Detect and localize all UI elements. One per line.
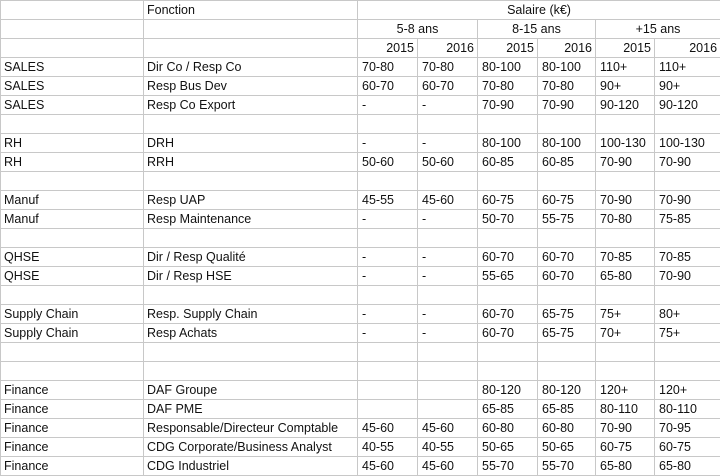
cell-salary[interactable]: 75+ xyxy=(655,324,720,343)
cell-salary[interactable]: 70-90 xyxy=(655,153,720,172)
cell-salary[interactable]: 65-80 xyxy=(596,267,655,286)
cell-salary[interactable]: - xyxy=(418,96,478,115)
cell-salary[interactable]: 50-60 xyxy=(418,153,478,172)
cell-salary[interactable]: - xyxy=(418,267,478,286)
blank-row xyxy=(1,343,720,362)
cell-empty[interactable] xyxy=(538,286,596,305)
cell-empty[interactable] xyxy=(418,343,478,362)
blank-row xyxy=(1,286,720,305)
cell-salary[interactable]: 55-70 xyxy=(538,457,596,476)
cell-salary[interactable]: 65-80 xyxy=(596,457,655,476)
cell-department[interactable]: QHSE xyxy=(1,248,144,267)
cell-salary[interactable]: - xyxy=(358,267,418,286)
cell-empty[interactable] xyxy=(1,343,144,362)
cell-empty[interactable] xyxy=(144,20,358,39)
cell-salary[interactable]: 60-80 xyxy=(538,419,596,438)
cell-salary[interactable]: - xyxy=(418,305,478,324)
cell-salary[interactable]: 65-85 xyxy=(478,400,538,419)
cell-salary[interactable]: 70-90 xyxy=(478,96,538,115)
cell-empty[interactable] xyxy=(655,115,720,134)
cell-empty[interactable] xyxy=(655,229,720,248)
table-row xyxy=(1,305,720,324)
header-year[interactable]: 2016 xyxy=(538,39,596,58)
cell-empty[interactable] xyxy=(478,286,538,305)
cell-salary[interactable]: 70-90 xyxy=(596,419,655,438)
cell-salary[interactable]: 70-80 xyxy=(478,77,538,96)
cell-salary[interactable] xyxy=(358,400,418,419)
cell-empty[interactable] xyxy=(144,172,358,191)
cell-fonction[interactable]: Dir Co / Resp Co xyxy=(144,58,358,77)
cell-salary[interactable]: - xyxy=(358,248,418,267)
cell-empty[interactable] xyxy=(1,362,144,381)
table-row xyxy=(1,58,720,77)
cell-empty[interactable] xyxy=(655,343,720,362)
cell-salary[interactable]: 70-90 xyxy=(596,191,655,210)
cell-empty[interactable] xyxy=(1,1,144,20)
cell-fonction[interactable]: Dir / Resp Qualité xyxy=(144,248,358,267)
cell-salary[interactable]: 70-90 xyxy=(596,153,655,172)
cell-salary[interactable]: 55-65 xyxy=(478,267,538,286)
cell-empty[interactable] xyxy=(418,172,478,191)
cell-empty[interactable] xyxy=(478,343,538,362)
cell-empty[interactable] xyxy=(418,229,478,248)
cell-fonction[interactable]: Dir / Resp HSE xyxy=(144,267,358,286)
cell-salary[interactable]: 45-60 xyxy=(358,457,418,476)
cell-salary[interactable]: 55-75 xyxy=(538,210,596,229)
cell-department[interactable]: RH xyxy=(1,134,144,153)
cell-salary[interactable] xyxy=(418,381,478,400)
cell-empty[interactable] xyxy=(144,39,358,58)
cell-empty[interactable] xyxy=(144,343,358,362)
cell-empty[interactable] xyxy=(144,229,358,248)
cell-empty[interactable] xyxy=(1,39,144,58)
cell-salary[interactable]: 70-80 xyxy=(418,58,478,77)
cell-empty[interactable] xyxy=(478,229,538,248)
cell-empty[interactable] xyxy=(358,115,418,134)
cell-department[interactable]: QHSE xyxy=(1,267,144,286)
cell-salary[interactable]: 45-60 xyxy=(358,419,418,438)
cell-salary[interactable]: 75+ xyxy=(596,305,655,324)
cell-salary[interactable]: - xyxy=(358,96,418,115)
cell-empty[interactable] xyxy=(418,115,478,134)
cell-fonction[interactable]: DAF Groupe xyxy=(144,381,358,400)
cell-salary[interactable]: 90-120 xyxy=(655,96,720,115)
cell-empty[interactable] xyxy=(596,362,655,381)
cell-empty[interactable] xyxy=(1,172,144,191)
cell-fonction[interactable]: CDG Industriel xyxy=(144,457,358,476)
cell-salary[interactable]: - xyxy=(358,210,418,229)
cell-empty[interactable] xyxy=(596,172,655,191)
cell-empty[interactable] xyxy=(358,229,418,248)
table-row xyxy=(1,210,720,229)
header-range-5-8[interactable]: 5-8 ans xyxy=(358,20,478,39)
header-salaire[interactable]: Salaire (k€) xyxy=(358,1,720,20)
cell-fonction[interactable]: Resp Maintenance xyxy=(144,210,358,229)
cell-salary[interactable]: 80-110 xyxy=(596,400,655,419)
cell-salary[interactable]: 60-70 xyxy=(418,77,478,96)
cell-salary[interactable]: 70-85 xyxy=(655,248,720,267)
header-year[interactable]: 2015 xyxy=(358,39,418,58)
cell-salary[interactable]: 65-75 xyxy=(538,324,596,343)
cell-empty[interactable] xyxy=(418,362,478,381)
table-row xyxy=(1,96,720,115)
cell-salary[interactable]: 70-90 xyxy=(538,96,596,115)
cell-salary[interactable]: 70-85 xyxy=(596,248,655,267)
blank-row xyxy=(1,229,720,248)
cell-salary[interactable]: 65-80 xyxy=(655,457,720,476)
cell-salary[interactable]: 110+ xyxy=(596,58,655,77)
cell-salary[interactable]: - xyxy=(418,210,478,229)
cell-salary[interactable]: 60-85 xyxy=(538,153,596,172)
cell-empty[interactable] xyxy=(358,172,418,191)
cell-salary[interactable]: 65-75 xyxy=(538,305,596,324)
cell-department[interactable]: SALES xyxy=(1,58,144,77)
cell-salary[interactable]: - xyxy=(418,324,478,343)
cell-salary[interactable]: - xyxy=(358,134,418,153)
cell-empty[interactable] xyxy=(538,229,596,248)
cell-salary[interactable]: 120+ xyxy=(596,381,655,400)
cell-department[interactable]: Manuf xyxy=(1,210,144,229)
cell-department[interactable]: Finance xyxy=(1,419,144,438)
cell-salary[interactable]: 70-80 xyxy=(358,58,418,77)
cell-salary[interactable]: 45-60 xyxy=(418,419,478,438)
table-row xyxy=(1,438,720,457)
cell-empty[interactable] xyxy=(655,286,720,305)
cell-salary[interactable]: 45-60 xyxy=(418,457,478,476)
table-row xyxy=(1,267,720,286)
cell-salary[interactable]: 60-70 xyxy=(538,248,596,267)
cell-department[interactable]: SALES xyxy=(1,77,144,96)
cell-salary[interactable]: 60-70 xyxy=(478,305,538,324)
cell-salary[interactable]: 80-120 xyxy=(538,381,596,400)
cell-empty[interactable] xyxy=(538,172,596,191)
cell-salary[interactable]: 70-80 xyxy=(538,77,596,96)
cell-salary[interactable]: - xyxy=(358,324,418,343)
cell-salary[interactable]: 80-100 xyxy=(478,58,538,77)
cell-salary[interactable]: 50-60 xyxy=(358,153,418,172)
cell-salary[interactable]: 40-55 xyxy=(358,438,418,457)
table-row xyxy=(1,191,720,210)
cell-salary[interactable] xyxy=(358,381,418,400)
cell-empty[interactable] xyxy=(144,286,358,305)
cell-empty[interactable] xyxy=(596,286,655,305)
cell-salary[interactable]: 70-90 xyxy=(655,267,720,286)
cell-salary[interactable]: 60-75 xyxy=(478,191,538,210)
header-row-years xyxy=(1,39,720,58)
cell-fonction[interactable]: Resp Achats xyxy=(144,324,358,343)
cell-salary[interactable]: 100-130 xyxy=(596,134,655,153)
cell-empty[interactable] xyxy=(358,343,418,362)
cell-salary[interactable]: 60-70 xyxy=(358,77,418,96)
table-row xyxy=(1,400,720,419)
cell-salary[interactable]: 45-60 xyxy=(418,191,478,210)
header-range-15-plus[interactable]: +15 ans xyxy=(596,20,720,39)
cell-salary[interactable]: - xyxy=(418,134,478,153)
header-row-2 xyxy=(1,20,720,39)
cell-salary[interactable]: 60-70 xyxy=(538,267,596,286)
cell-salary[interactable]: 80-100 xyxy=(538,134,596,153)
cell-salary[interactable]: 50-70 xyxy=(478,210,538,229)
cell-department[interactable]: Finance xyxy=(1,438,144,457)
cell-empty[interactable] xyxy=(478,115,538,134)
cell-empty[interactable] xyxy=(596,343,655,362)
cell-salary[interactable]: 45-55 xyxy=(358,191,418,210)
cell-salary[interactable]: 60-75 xyxy=(596,438,655,457)
cell-department[interactable]: Finance xyxy=(1,457,144,476)
cell-salary[interactable]: 120+ xyxy=(655,381,720,400)
cell-empty[interactable] xyxy=(538,362,596,381)
cell-department[interactable]: Manuf xyxy=(1,191,144,210)
table-row xyxy=(1,153,720,172)
table-row xyxy=(1,457,720,476)
cell-fonction[interactable]: Resp Co Export xyxy=(144,96,358,115)
cell-empty[interactable] xyxy=(1,115,144,134)
cell-salary[interactable]: 110+ xyxy=(655,58,720,77)
cell-empty[interactable] xyxy=(1,286,144,305)
cell-empty[interactable] xyxy=(144,362,358,381)
cell-fonction[interactable]: DRH xyxy=(144,134,358,153)
cell-fonction[interactable]: Resp UAP xyxy=(144,191,358,210)
cell-empty[interactable] xyxy=(538,343,596,362)
cell-empty[interactable] xyxy=(418,286,478,305)
cell-fonction[interactable]: RRH xyxy=(144,153,358,172)
header-fonction[interactable]: Fonction xyxy=(144,1,358,20)
cell-department[interactable]: Finance xyxy=(1,381,144,400)
cell-department[interactable]: Supply Chain xyxy=(1,305,144,324)
cell-salary[interactable]: - xyxy=(418,248,478,267)
cell-salary[interactable]: 80-100 xyxy=(538,58,596,77)
cell-salary[interactable]: 70-80 xyxy=(596,210,655,229)
table-row xyxy=(1,248,720,267)
table-row xyxy=(1,419,720,438)
cell-empty[interactable] xyxy=(358,362,418,381)
blank-row xyxy=(1,362,720,381)
cell-salary[interactable]: 55-70 xyxy=(478,457,538,476)
cell-empty[interactable] xyxy=(596,229,655,248)
cell-salary[interactable]: - xyxy=(358,305,418,324)
cell-salary[interactable]: 50-65 xyxy=(538,438,596,457)
cell-department[interactable]: Finance xyxy=(1,400,144,419)
blank-row xyxy=(1,115,720,134)
cell-fonction[interactable]: Resp Bus Dev xyxy=(144,77,358,96)
cell-department[interactable]: SALES xyxy=(1,96,144,115)
cell-salary[interactable]: 80+ xyxy=(655,305,720,324)
header-year[interactable]: 2016 xyxy=(655,39,720,58)
cell-salary[interactable]: 100-130 xyxy=(655,134,720,153)
cell-salary[interactable]: 60-70 xyxy=(478,248,538,267)
cell-salary[interactable]: 60-70 xyxy=(478,324,538,343)
cell-salary[interactable]: 50-65 xyxy=(478,438,538,457)
cell-salary[interactable]: 60-85 xyxy=(478,153,538,172)
cell-salary[interactable]: 90-120 xyxy=(596,96,655,115)
cell-salary[interactable]: 70+ xyxy=(596,324,655,343)
cell-empty[interactable] xyxy=(655,362,720,381)
header-row-1 xyxy=(1,1,720,20)
table-row xyxy=(1,324,720,343)
cell-salary[interactable]: 90+ xyxy=(655,77,720,96)
cell-empty[interactable] xyxy=(144,115,358,134)
cell-empty[interactable] xyxy=(538,115,596,134)
cell-salary[interactable]: 80-110 xyxy=(655,400,720,419)
cell-salary[interactable]: 60-75 xyxy=(655,438,720,457)
cell-salary[interactable]: 40-55 xyxy=(418,438,478,457)
cell-fonction[interactable]: Resp. Supply Chain xyxy=(144,305,358,324)
header-range-8-15[interactable]: 8-15 ans xyxy=(478,20,596,39)
table-row xyxy=(1,134,720,153)
header-year[interactable]: 2015 xyxy=(596,39,655,58)
cell-fonction[interactable]: Responsable/Directeur Comptable xyxy=(144,419,358,438)
cell-department[interactable]: RH xyxy=(1,153,144,172)
cell-salary[interactable]: 70-90 xyxy=(655,191,720,210)
cell-empty[interactable] xyxy=(478,362,538,381)
cell-empty[interactable] xyxy=(478,172,538,191)
cell-salary[interactable]: 60-75 xyxy=(538,191,596,210)
blank-row xyxy=(1,172,720,191)
cell-salary[interactable]: 80-100 xyxy=(478,134,538,153)
table-row xyxy=(1,381,720,400)
cell-salary[interactable]: 80-120 xyxy=(478,381,538,400)
cell-salary[interactable]: 60-80 xyxy=(478,419,538,438)
cell-fonction[interactable]: CDG Corporate/Business Analyst xyxy=(144,438,358,457)
cell-salary[interactable]: 70-95 xyxy=(655,419,720,438)
cell-department[interactable]: Supply Chain xyxy=(1,324,144,343)
cell-salary[interactable] xyxy=(418,400,478,419)
cell-salary[interactable]: 75-85 xyxy=(655,210,720,229)
cell-empty[interactable] xyxy=(1,229,144,248)
cell-empty[interactable] xyxy=(1,20,144,39)
header-year[interactable]: 2015 xyxy=(478,39,538,58)
header-year[interactable]: 2016 xyxy=(418,39,478,58)
cell-empty[interactable] xyxy=(596,115,655,134)
cell-empty[interactable] xyxy=(358,286,418,305)
cell-salary[interactable]: 90+ xyxy=(596,77,655,96)
cell-salary[interactable]: 65-85 xyxy=(538,400,596,419)
table-row xyxy=(1,77,720,96)
cell-fonction[interactable]: DAF PME xyxy=(144,400,358,419)
cell-empty[interactable] xyxy=(655,172,720,191)
